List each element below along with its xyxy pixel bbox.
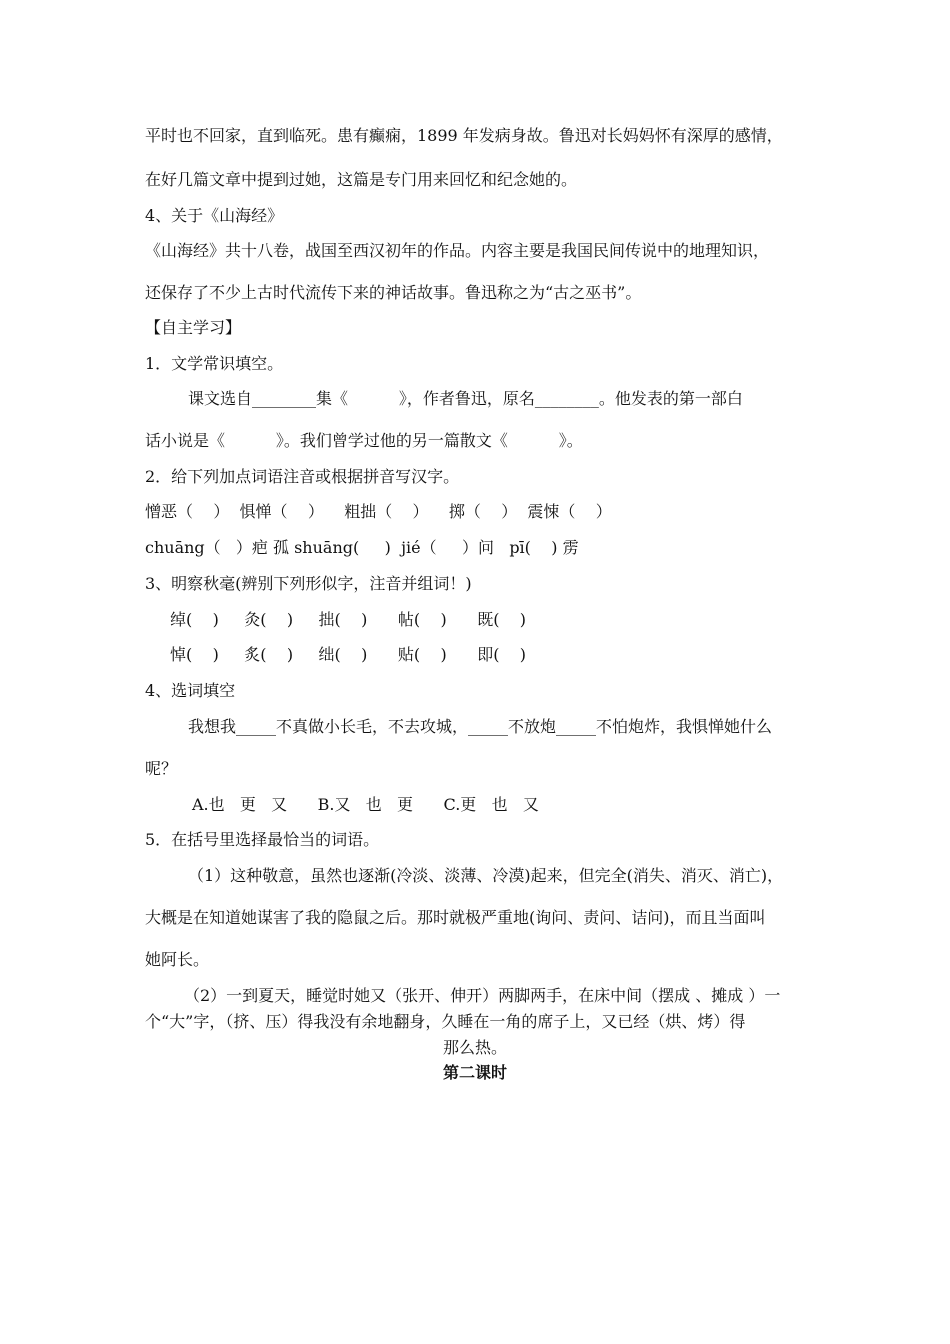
text-line: 平时也不回家，直到临死。患有癫痫，1899 年发病身故。鲁迅对长妈妈怀有深厚的感情， <box>145 126 783 145</box>
question-text: 话小说是《 》。我们曾学过他的另一篇散文《 》。 <box>145 431 583 450</box>
question-text: chuāng（ ）疤 孤 shuāng( ) jié（ ）问 pī( ) 雳 <box>145 538 579 557</box>
text-line: 《山海经》共十八卷，战国至西汉初年的作品。内容主要是我国民间传说中的地理知识， <box>145 241 770 260</box>
question-heading: 4、选词填空 <box>145 681 236 700</box>
question-text: 憎恶（ ） 惧惮（ ） 粗拙（ ） 掷（ ） 震悚（ ） <box>145 502 612 521</box>
text-line: 还保存了不少上古时代流传下来的神话故事。鲁迅称之为“古之巫书”。 <box>145 283 642 302</box>
question-text: 个“大”字，（挤、压）得我没有余地翻身，久睡在一角的席子上，又已经（烘、烤）得 <box>145 1012 746 1031</box>
question-text: （2）一到夏天，睡觉时她又（张开、伸开）两脚两手，在床中间（摆成 、摊成 ）一 <box>184 986 781 1005</box>
question-text: 悼( ) 炙( ) 绌( ) 贴( ) 即( ) <box>170 645 527 664</box>
section-heading: 4、关于《山海经》 <box>145 206 284 225</box>
question-text: 她阿长。 <box>145 950 210 969</box>
question-text: 大概是在知道她谋害了我的隐鼠之后。那时就极严重地(询问、责问、诘问)，而且当面叫 <box>145 908 766 927</box>
question-text: 绰( ) 灸( ) 拙( ) 帖( ) 既( ) <box>170 610 527 629</box>
question-text: 我想我_____不真做小长毛，不去攻城，_____不放炮_____不怕炮炸，我惧惮她什么 <box>188 717 773 736</box>
answer-options: A.也 更 又 B.又 也 更 C.更 也 又 <box>192 795 539 814</box>
question-heading: 5．在括号里选择最恰当的词语。 <box>145 830 380 849</box>
question-text: 呢？ <box>145 759 178 778</box>
question-heading: 1．文学常识填空。 <box>145 354 284 373</box>
section-title: 第二课时 <box>442 1063 507 1082</box>
question-text: 那么热。 <box>442 1038 507 1057</box>
question-text: 课文选自________集《 》，作者鲁迅，原名________。他发表的第一部白 <box>188 389 743 408</box>
question-text: （1）这种敬意，虽然也逐渐(冷淡、淡薄、冷漠)起来，但完全(消失、消灭、消亡)， <box>188 866 784 885</box>
question-heading: 2．给下列加点词语注音或根据拼音写汉字。 <box>145 467 460 486</box>
text-line: 在好几篇文章中提到过她，这篇是专门用来回忆和纪念她的。 <box>145 170 578 189</box>
section-heading: 【自主学习】 <box>145 318 242 337</box>
question-heading: 3、明察秋毫(辨别下列形似字，注音并组词！) <box>145 574 472 593</box>
